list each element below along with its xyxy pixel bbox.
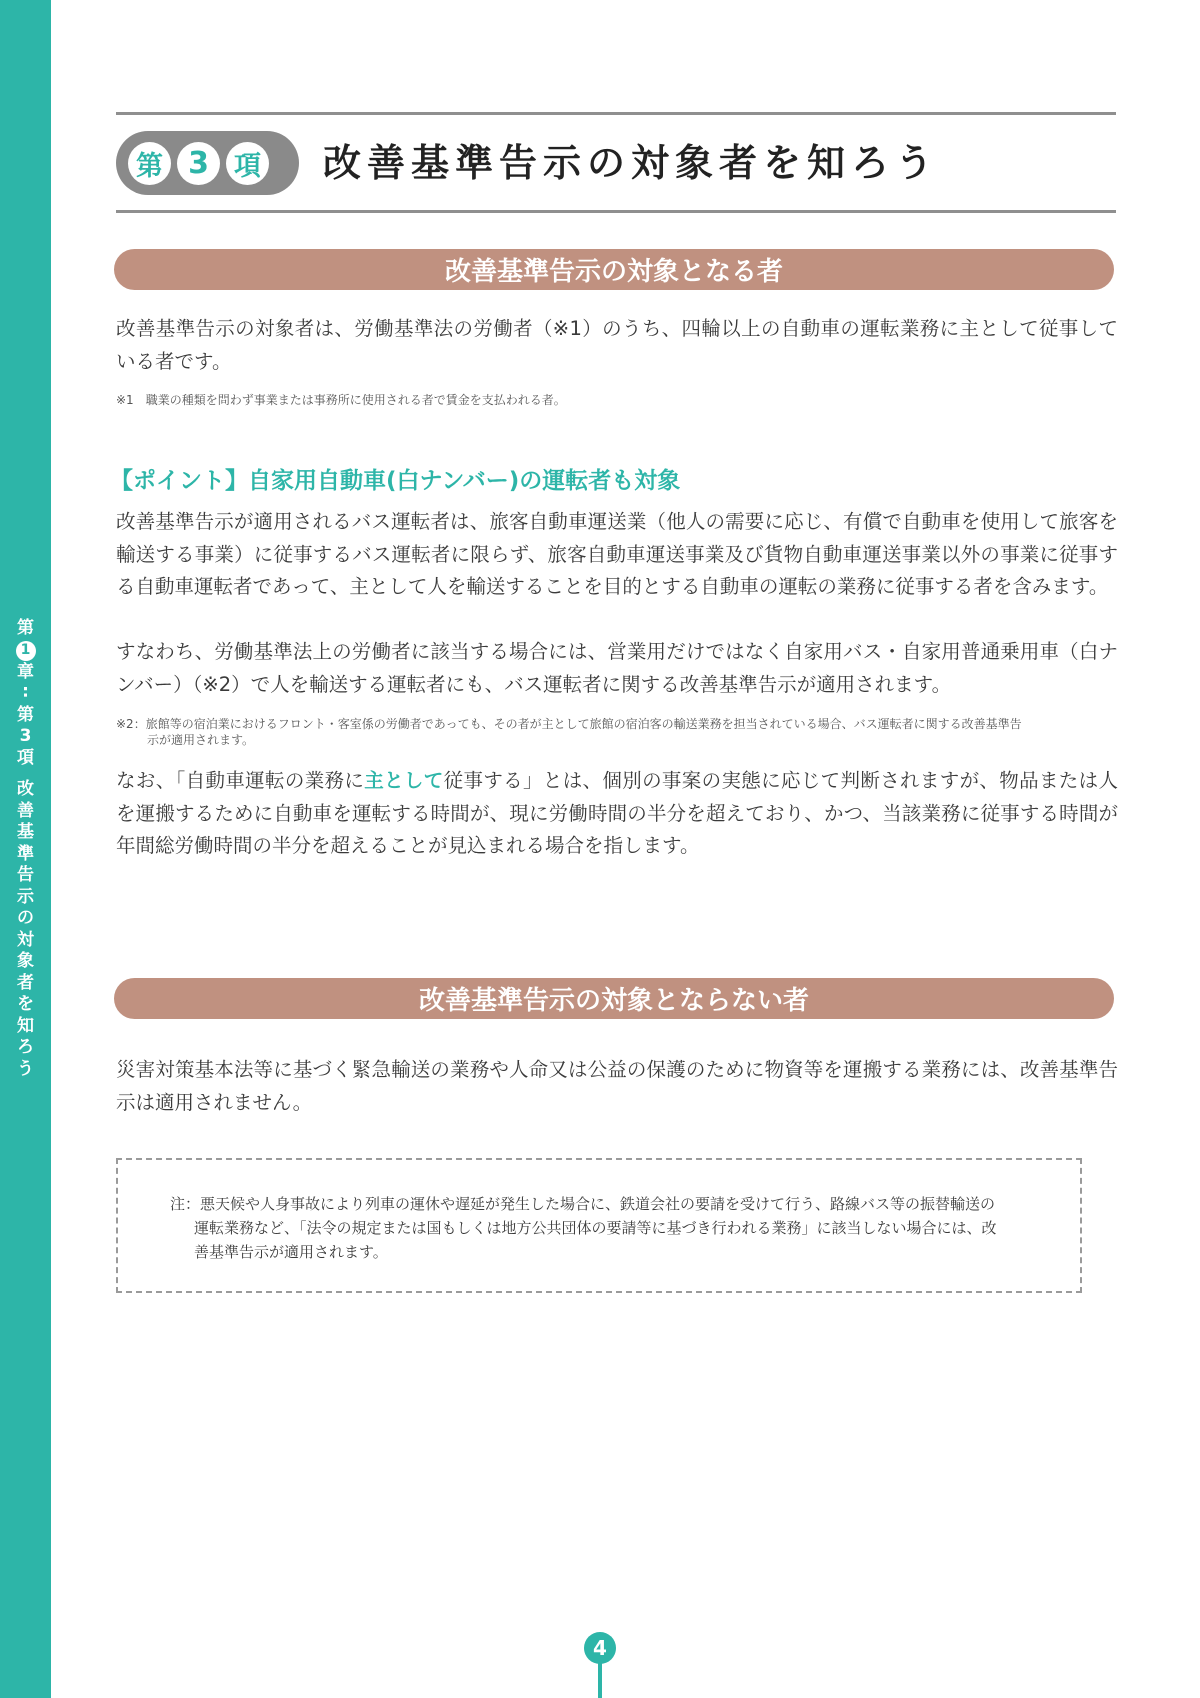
sidebar-char: 章 (17, 661, 34, 682)
footnote-2-line: ※2：旅館等の宿泊業におけるフロント・客室係の労働者であっても、その者が主として旅館の宿泊客の輸送業務を担当されている場合、バス運転者に関する改善基準告 (116, 717, 1022, 731)
badge-char: 項 (226, 142, 269, 185)
sidebar-char: 第 (17, 618, 34, 638)
chapter-number-badge: 1 (16, 641, 36, 661)
note-text (170, 1192, 1020, 1264)
sidebar-char: の (17, 908, 34, 928)
point-paragraph-1: 改善基準告示が適用されるバス運転者は、旅客自動車運送業（他人の需要に応じ、有償で自動車を使用して旅客を輸送する事業）に従事するバス運転者に限らず、旅客自動車運送事業及び貨物自動車運送事業以外の事業に従事する自動車運転者であって、主として人を輸送することを目的とする自動車の運転の業務に従事する者を含みます。 (116, 510, 1118, 598)
sidebar-char: 者 (17, 972, 34, 993)
point-heading: 【ポイント】自家用自動車(白ナンバー)の運転者も対象 (110, 468, 681, 494)
point-paragraph-2: すなわち、労働基準法上の労働者に該当する場合には、営業用だけではなく自家用バス・自家用普通乗用車（白ナンバー）（※2）で人を輸送する運転者にも、バス運転者に関する改善基準告示が適用されます。 (116, 640, 1118, 696)
sidebar-char: 象 (17, 951, 34, 971)
section-heading-covered: 改善基準告示の対象となる者 (114, 249, 1114, 290)
sidebar-char: 対 (17, 929, 34, 950)
page-number: 4 (584, 1632, 616, 1664)
note-box (116, 1158, 1082, 1293)
sidebar-char: 準 (17, 843, 34, 864)
top-rule (116, 112, 1116, 115)
sidebar-char: ろ (17, 1037, 34, 1057)
section-heading-not-covered: 改善基準告示の対象とならない者 (114, 978, 1114, 1019)
sidebar-vertical-label (0, 618, 51, 1080)
footnote-2-line: 示が適用されます。 (147, 733, 255, 747)
sidebar-separator: ∶ (23, 683, 28, 703)
sidebar-char: 告 (17, 865, 34, 885)
footnote-1: ※1 職業の種類を問わず事業または事務所に使用される者で賃金を支払われる者。 (116, 393, 566, 407)
sidebar-char: 示 (17, 886, 34, 907)
sidebar-char: 3 (19, 726, 32, 746)
section2-paragraph: 災害対策基本法等に基づく緊急輸送の業務や人命又は公益の保護のために物資等を運搬する業務には、改善基準告示は適用されません。 (116, 1058, 1118, 1114)
title-bottom-rule (116, 210, 1116, 213)
sidebar-char: う (17, 1058, 34, 1079)
page-title: 改善基準告示の対象者を知ろう (323, 141, 940, 185)
badge-char: 第 (128, 142, 171, 185)
section1-paragraph: 改善基準告示の対象者は、労働基準法の労働者（※1）のうち、四輪以上の自動車の運転業務に主として従事している者です。 (116, 317, 1118, 373)
sidebar-char: 善 (17, 800, 34, 821)
note-line: 運転業務など、「法令の規定または国もしくは地方公共団体の要請等に基づき行われる業務」に該当しない場合には、改 (194, 1219, 997, 1237)
para3-text: なお、「自動車運転の業務に (116, 769, 365, 792)
sidebar-char: を (17, 994, 34, 1014)
sidebar-char: 基 (17, 822, 34, 842)
section-badge (116, 131, 299, 195)
note-line: 注：悪天候や人身事故により列車の運休や遅延が発生した場合に、鉄道会社の要請を受けて行う、路線バス等の振替輸送の (170, 1195, 996, 1213)
footnote-2 (116, 716, 1022, 748)
page-number-stem (598, 1660, 602, 1698)
sidebar-char: 知 (17, 1015, 34, 1036)
section1-paragraph-3 (116, 765, 1118, 863)
badge-number: 3 (177, 142, 220, 185)
para3-text: 従事する」とは、個別の事案の実態に応じて判断されますが、物品または人を運搬するために自動車を運転する時間が、現に労働時間の半分を超えており、かつ、当該業務に従事する時間が年間総労働時間の半分を超えることが見込まれる場合を指します。 (116, 769, 1118, 857)
sidebar-char: 項 (17, 747, 34, 768)
note-line: 善基準告示が適用されます。 (194, 1243, 388, 1261)
sidebar-char: 第 (17, 704, 34, 725)
para3-highlight: 主として (364, 769, 444, 792)
chapter-sidebar (0, 0, 51, 1698)
sidebar-char: 改 (17, 779, 34, 799)
